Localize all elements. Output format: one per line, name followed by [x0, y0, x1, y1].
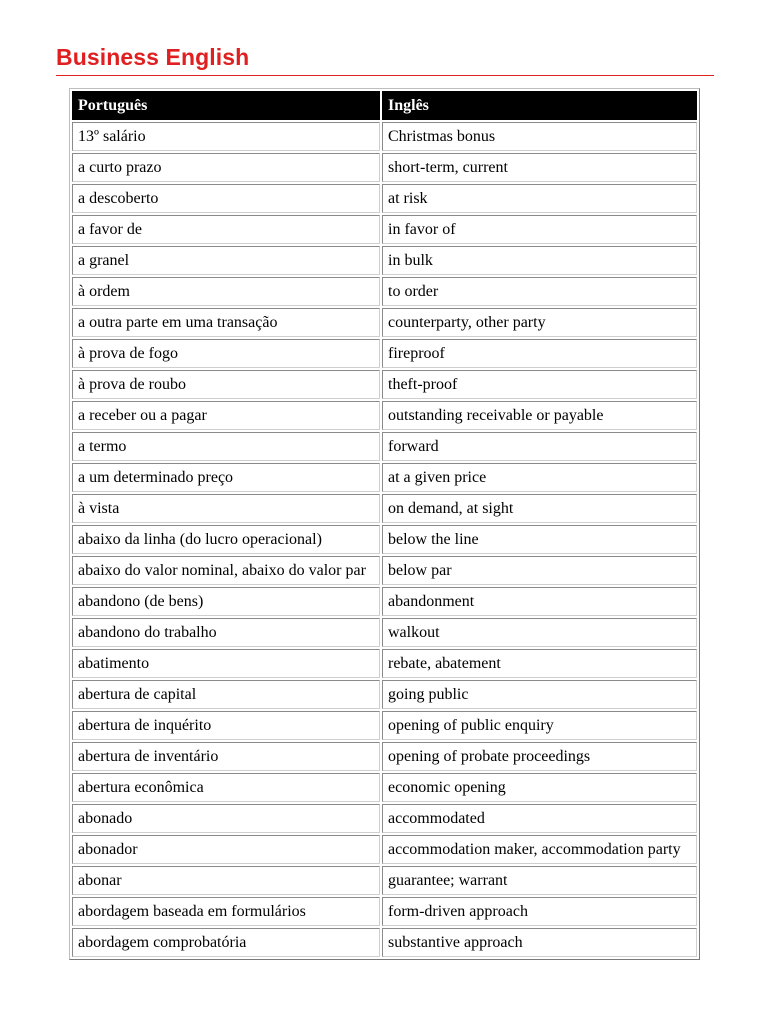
english-term: abandonment: [382, 587, 697, 616]
table-row: [72, 928, 697, 957]
english-term: opening of probate proceedings: [382, 742, 697, 771]
portuguese-term: abonado: [72, 804, 380, 833]
portuguese-term: abertura econômica: [72, 773, 380, 802]
portuguese-term: a outra parte em uma transação: [72, 308, 380, 337]
portuguese-term: abertura de inventário: [72, 742, 380, 771]
english-term: accommodated: [382, 804, 697, 833]
portuguese-term: abertura de inquérito: [72, 711, 380, 740]
table-row: [72, 215, 697, 244]
table-row: [72, 587, 697, 616]
table-row: [72, 246, 697, 275]
english-term: on demand, at sight: [382, 494, 697, 523]
portuguese-term: a descoberto: [72, 184, 380, 213]
glossary-table: [69, 88, 700, 960]
portuguese-term: abaixo da linha (do lucro operacional): [72, 525, 380, 554]
english-term: opening of public enquiry: [382, 711, 697, 740]
english-term: at risk: [382, 184, 697, 213]
column-header-portuguese: Português: [72, 91, 380, 120]
table-row: [72, 308, 697, 337]
table-row: [72, 339, 697, 368]
english-term: below the line: [382, 525, 697, 554]
portuguese-term: a termo: [72, 432, 380, 461]
portuguese-term: à ordem: [72, 277, 380, 306]
portuguese-term: a curto prazo: [72, 153, 380, 182]
portuguese-term: abandono (de bens): [72, 587, 380, 616]
portuguese-term: abonar: [72, 866, 380, 895]
english-term: short-term, current: [382, 153, 697, 182]
portuguese-term: abaixo do valor nominal, abaixo do valor par: [72, 556, 380, 585]
table-row: [72, 649, 697, 678]
table-row: [72, 525, 697, 554]
table-row: [72, 680, 697, 709]
english-term: fireproof: [382, 339, 697, 368]
english-term: in favor of: [382, 215, 697, 244]
english-term: form-driven approach: [382, 897, 697, 926]
table-row: [72, 711, 697, 740]
portuguese-term: à vista: [72, 494, 380, 523]
english-term: outstanding receivable or payable: [382, 401, 697, 430]
table-row: [72, 804, 697, 833]
portuguese-term: abatimento: [72, 649, 380, 678]
table-row: [72, 432, 697, 461]
portuguese-term: abertura de capital: [72, 680, 380, 709]
table-body: [72, 122, 697, 957]
english-term: counterparty, other party: [382, 308, 697, 337]
english-term: guarantee; warrant: [382, 866, 697, 895]
english-term: accommodation maker, accommodation party: [382, 835, 697, 864]
table-row: [72, 122, 697, 151]
column-header-english: Inglês: [382, 91, 697, 120]
english-term: forward: [382, 432, 697, 461]
english-term: below par: [382, 556, 697, 585]
table-row: [72, 153, 697, 182]
table-row: [72, 494, 697, 523]
table-row: [72, 742, 697, 771]
page-title: Business English: [56, 44, 250, 70]
portuguese-term: a um determinado preço: [72, 463, 380, 492]
english-term: at a given price: [382, 463, 697, 492]
english-term: walkout: [382, 618, 697, 647]
english-term: economic opening: [382, 773, 697, 802]
portuguese-term: a receber ou a pagar: [72, 401, 380, 430]
table-row: [72, 370, 697, 399]
table-row: [72, 463, 697, 492]
table-row: [72, 897, 697, 926]
table-row: [72, 401, 697, 430]
english-term: theft-proof: [382, 370, 697, 399]
portuguese-term: abandono do trabalho: [72, 618, 380, 647]
table-header-row: [72, 91, 697, 120]
english-term: to order: [382, 277, 697, 306]
english-term: in bulk: [382, 246, 697, 275]
table-row: [72, 835, 697, 864]
table-row: [72, 773, 697, 802]
portuguese-term: a favor de: [72, 215, 380, 244]
table-row: [72, 866, 697, 895]
portuguese-term: abordagem baseada em formulários: [72, 897, 380, 926]
english-term: Christmas bonus: [382, 122, 697, 151]
portuguese-term: a granel: [72, 246, 380, 275]
table-row: [72, 277, 697, 306]
table-row: [72, 618, 697, 647]
english-term: going public: [382, 680, 697, 709]
portuguese-term: abonador: [72, 835, 380, 864]
title-divider: [56, 75, 714, 76]
portuguese-term: abordagem comprobatória: [72, 928, 380, 957]
portuguese-term: à prova de roubo: [72, 370, 380, 399]
english-term: substantive approach: [382, 928, 697, 957]
english-term: rebate, abatement: [382, 649, 697, 678]
table-row: [72, 184, 697, 213]
table-row: [72, 556, 697, 585]
portuguese-term: 13º salário: [72, 122, 380, 151]
portuguese-term: à prova de fogo: [72, 339, 380, 368]
